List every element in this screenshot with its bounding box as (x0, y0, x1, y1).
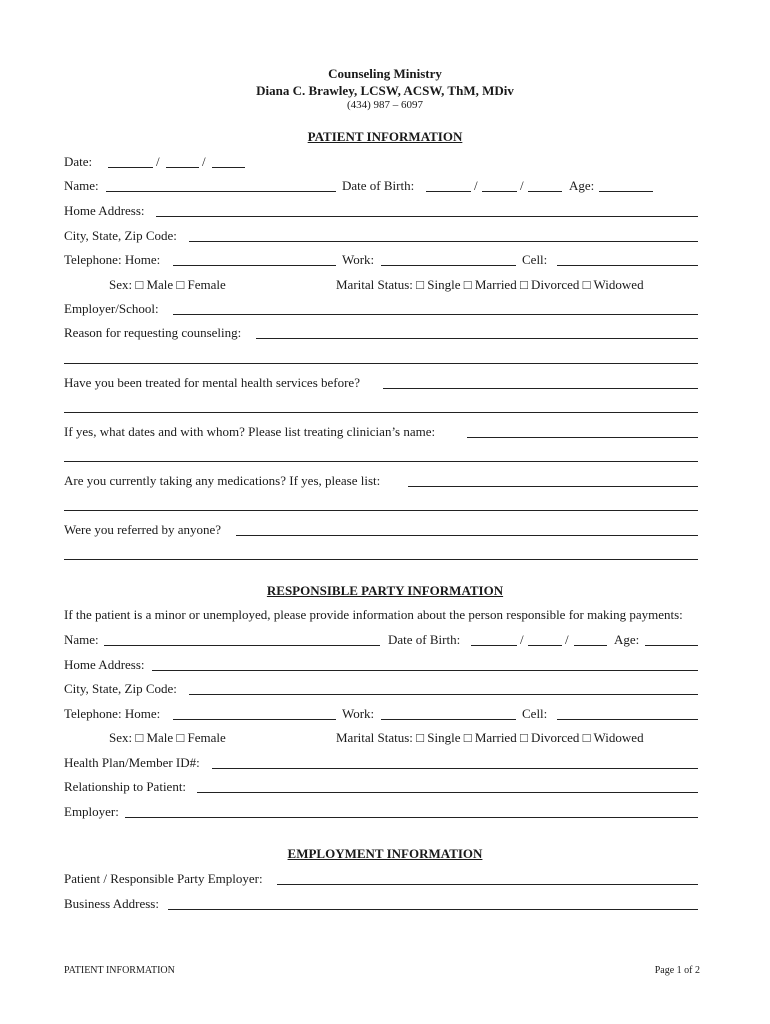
responsible-section-title: RESPONSIBLE PARTY INFORMATION (266, 583, 504, 598)
cell-label: Cell: (522, 252, 548, 267)
rp-cell-label: Cell: (522, 706, 548, 721)
rp-home-address-label: Home Address: (64, 657, 145, 672)
rp-city-state-zip-field[interactable] (189, 694, 698, 695)
reason-label: Reason for requesting counseling: (64, 325, 242, 340)
dob-year-field[interactable] (528, 191, 562, 192)
employer-school-field[interactable] (173, 314, 698, 315)
treated-before-field[interactable] (383, 388, 698, 389)
work-label: Work: (342, 252, 375, 267)
prior-clinician-field-line2[interactable] (64, 461, 698, 462)
reason-field-line2[interactable] (64, 363, 698, 364)
rp-work-label: Work: (342, 706, 375, 721)
rp-cell-field[interactable] (557, 719, 698, 720)
rp-work-field[interactable] (381, 719, 516, 720)
rp-name-field[interactable] (104, 645, 380, 646)
health-plan-field[interactable] (212, 768, 698, 769)
rp-employer-label: Employer: (64, 804, 119, 819)
treated-before-field-line2[interactable] (64, 412, 698, 413)
prior-clinician-field[interactable] (467, 437, 698, 438)
referred-field-line2[interactable] (64, 559, 698, 560)
reason-field[interactable] (256, 338, 698, 339)
rp-dob-month-field[interactable] (471, 645, 517, 646)
medications-label: Are you currently taking any medications? If yes, please list: (64, 473, 381, 488)
referred-label: Were you referred by anyone? (64, 522, 222, 537)
employment-employer-field[interactable] (277, 884, 698, 885)
dob-slash: / (520, 178, 524, 193)
date-slash: / (156, 154, 160, 169)
dob-label: Date of Birth: (342, 178, 415, 193)
rp-telephone-home-label: Telephone: Home: (64, 706, 161, 721)
rp-age-label: Age: (614, 632, 640, 647)
patient-section-title: PATIENT INFORMATION (307, 129, 463, 144)
rp-dob-slash: / (520, 632, 524, 647)
city-state-zip-field[interactable] (189, 241, 698, 242)
rp-marital-status-options[interactable]: Marital Status: □ Single □ Married □ Divorced □ Widowed (336, 730, 644, 745)
medications-field[interactable] (408, 486, 698, 487)
referred-field[interactable] (236, 535, 698, 536)
date-year-field[interactable] (212, 167, 245, 168)
date-month-field[interactable] (108, 167, 153, 168)
rp-dob-label: Date of Birth: (388, 632, 461, 647)
dob-slash: / (474, 178, 478, 193)
business-address-field[interactable] (168, 909, 698, 910)
medications-field-line2[interactable] (64, 510, 698, 511)
rp-home-address-field[interactable] (152, 670, 698, 671)
city-state-zip-label: City, State, Zip Code: (64, 228, 177, 243)
rp-employer-field[interactable] (125, 817, 698, 818)
marital-status-options[interactable]: Marital Status: □ Single □ Married □ Divorced □ Widowed (336, 277, 644, 292)
treated-before-label: Have you been treated for mental health services before? (64, 375, 360, 390)
home-address-label: Home Address: (64, 203, 145, 218)
date-label: Date: (64, 154, 93, 169)
rp-dob-year-field[interactable] (574, 645, 607, 646)
footer-document-title: PATIENT INFORMATION (64, 965, 175, 976)
date-slash: / (202, 154, 206, 169)
rp-name-label: Name: (64, 632, 99, 647)
work-field[interactable] (381, 265, 516, 266)
dob-day-field[interactable] (482, 191, 517, 192)
organization-title: Counseling Ministry (328, 66, 442, 81)
clinician-name: Diana C. Brawley, LCSW, ACSW, ThM, MDiv (256, 83, 514, 98)
date-day-field[interactable] (166, 167, 199, 168)
rp-city-state-zip-label: City, State, Zip Code: (64, 681, 177, 696)
page-number: Page 1 of 2 (654, 965, 700, 976)
clinic-phone: (434) 987 – 6097 (346, 99, 424, 111)
telephone-home-label: Telephone: Home: (64, 252, 161, 267)
rp-age-field[interactable] (645, 645, 698, 646)
name-label: Name: (64, 178, 99, 193)
relationship-field[interactable] (197, 792, 698, 793)
rp-telephone-home-field[interactable] (173, 719, 336, 720)
telephone-home-field[interactable] (173, 265, 336, 266)
sex-options[interactable]: Sex: □ Male □ Female (109, 277, 226, 292)
dob-month-field[interactable] (426, 191, 471, 192)
prior-clinician-label: If yes, what dates and with whom? Please list treating clinician’s name: (64, 424, 436, 439)
name-field[interactable] (106, 191, 336, 192)
rp-dob-slash: / (565, 632, 569, 647)
health-plan-label: Health Plan/Member ID#: (64, 755, 200, 770)
responsible-intro: If the patient is a minor or unemployed, please provide information about the person responsible for making payments: (64, 607, 683, 622)
home-address-field[interactable] (156, 216, 698, 217)
relationship-label: Relationship to Patient: (64, 779, 187, 794)
employment-section-title: EMPLOYMENT INFORMATION (287, 846, 483, 861)
employment-employer-label: Patient / Responsible Party Employer: (64, 871, 263, 886)
age-label: Age: (569, 178, 595, 193)
cell-field[interactable] (557, 265, 698, 266)
business-address-label: Business Address: (64, 896, 159, 911)
rp-dob-day-field[interactable] (528, 645, 562, 646)
age-field[interactable] (599, 191, 653, 192)
rp-sex-options[interactable]: Sex: □ Male □ Female (109, 730, 226, 745)
employer-school-label: Employer/School: (64, 301, 159, 316)
